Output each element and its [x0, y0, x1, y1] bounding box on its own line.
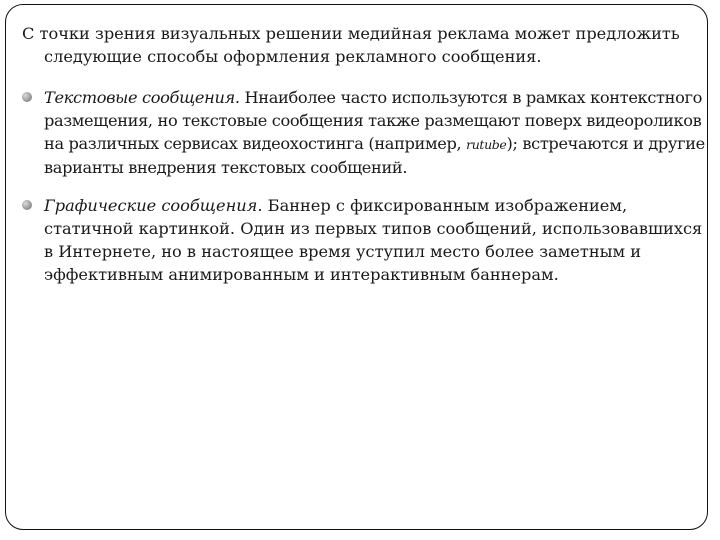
bullet-text: Ннаиболее часто используются в рамках контекстного размещения, но текстовые сообщения также размещают поверх видеороликов на различных сервисах видеохостинга (например, [44, 88, 703, 153]
bullet-text-messages [22, 86, 712, 179]
bullet-graphic-messages [22, 194, 712, 286]
bullet-example: rutube [466, 137, 507, 152]
bullet-dot-icon [22, 200, 32, 210]
bullet-list [22, 86, 712, 286]
intro-paragraph: С точки зрения визуальных решении медийная реклама может предложить следующие способы оформления рекламного сообщения. [22, 24, 680, 66]
bullet-lead: Графические сообщения. [44, 196, 263, 215]
slide-content [22, 22, 712, 301]
bullet-lead: Текстовые сообщения. [44, 88, 240, 107]
bullet-text: Баннер с фиксированным изображением, статичной картинкой. Один из первых типов сообщений, использовавшихся в Интернете, но в настоящее время уступил место более заметным и эффективным анимированным и интерактивным баннерам. [44, 196, 703, 284]
bullet-text-end: ); встречаются и другие варианты внедрения текстовых сообщений. [44, 134, 705, 177]
bullet-dot-icon [22, 92, 32, 102]
